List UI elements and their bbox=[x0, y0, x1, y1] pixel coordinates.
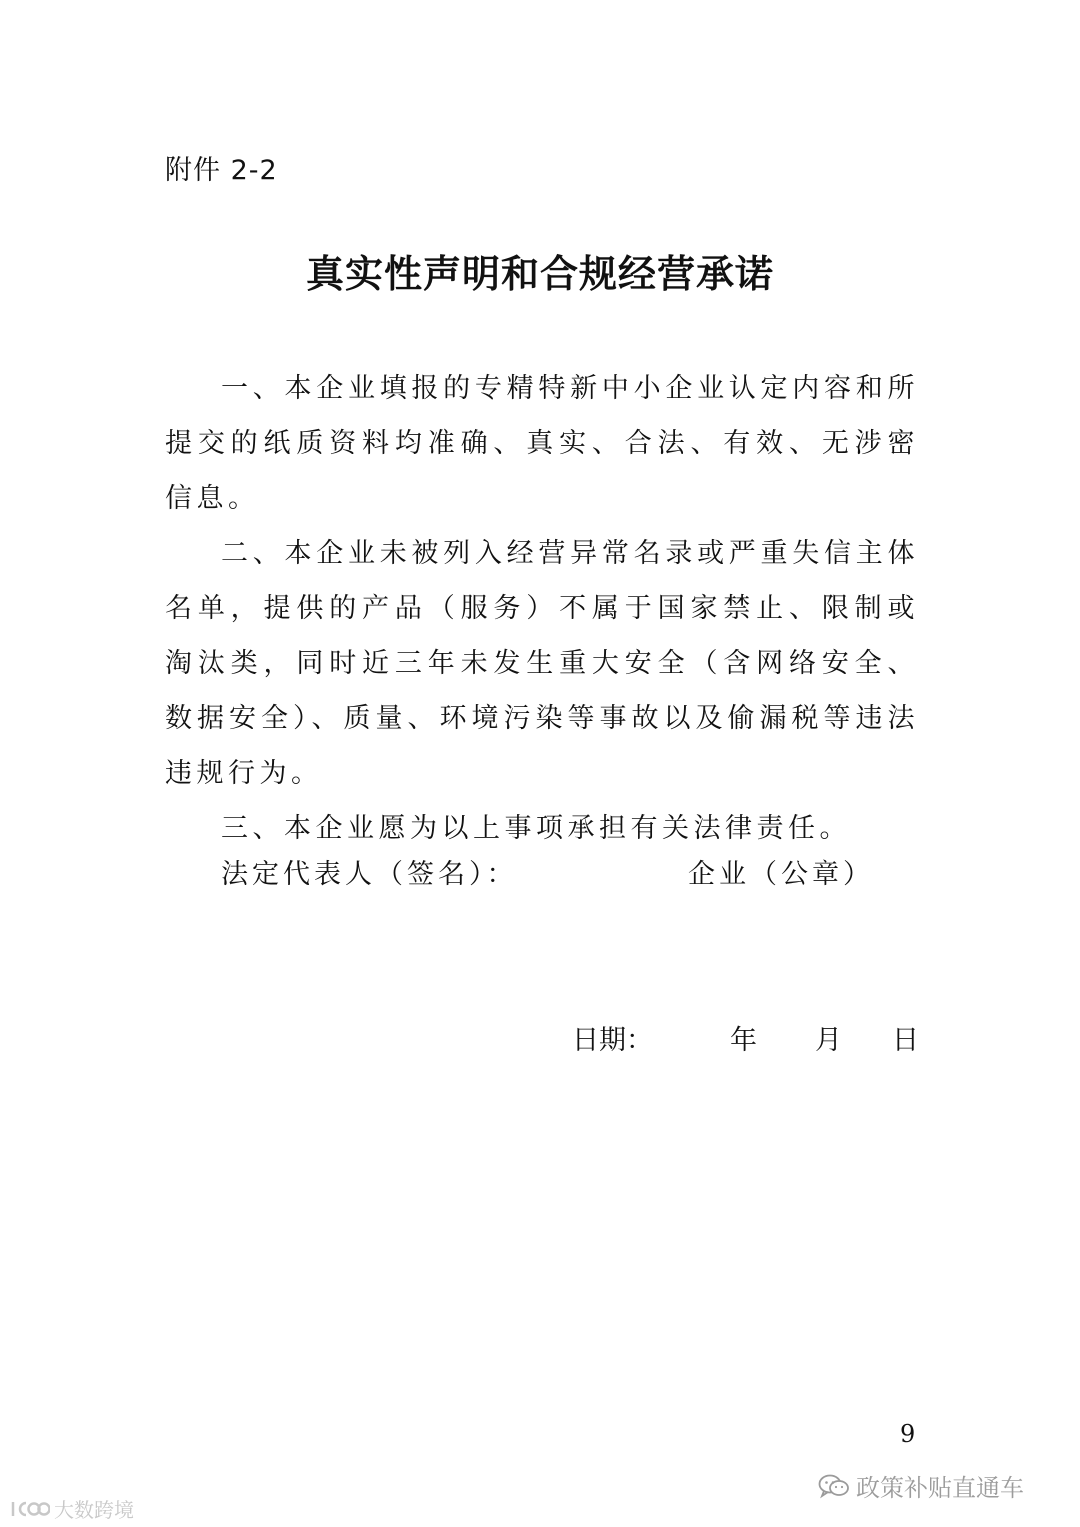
watermark-brand-name: 大数跨境 bbox=[54, 1498, 134, 1522]
watermark-wechat-account bbox=[818, 1468, 1024, 1503]
paragraph-1: 一、本企业填报的专精特新中小企业认定内容和所提交的纸质资料均准确、真实、合法、有效、无涉密信息。 bbox=[165, 373, 919, 514]
attachment-label: 附件 2-2 bbox=[165, 155, 278, 186]
watermark-account-name: 政策补贴直通车 bbox=[856, 1474, 1024, 1502]
wechat-icon bbox=[818, 1473, 850, 1499]
date-month-label: 月 bbox=[815, 1025, 842, 1056]
company-seal-label: 企业（公章） bbox=[688, 859, 874, 890]
page-number: 9 bbox=[900, 1420, 916, 1448]
legal-representative-signature-label: 法定代表人（签名）： bbox=[221, 859, 518, 890]
date-year-label: 年 bbox=[730, 1025, 757, 1056]
watermark-brand bbox=[10, 1494, 134, 1523]
brand-logo-icon bbox=[10, 1498, 50, 1520]
paragraph-3: 三、本企业愿为以上事项承担有关法律责任。 bbox=[221, 813, 851, 844]
declaration-body bbox=[165, 361, 919, 856]
paragraph-2: 二、本企业未被列入经营异常名录或严重失信主体名单，提供的产品（服务）不属于国家禁止、限制或淘汰类，同时近三年未发生重大安全（含网络安全、数据安全）、质量、环境污染等事故以及偷漏税等违法违规行为。 bbox=[165, 538, 919, 789]
date-day-label: 日 bbox=[892, 1025, 919, 1056]
date-label: 日期： bbox=[572, 1025, 653, 1056]
document-title: 真实性声明和合规经营承诺 bbox=[305, 251, 774, 296]
